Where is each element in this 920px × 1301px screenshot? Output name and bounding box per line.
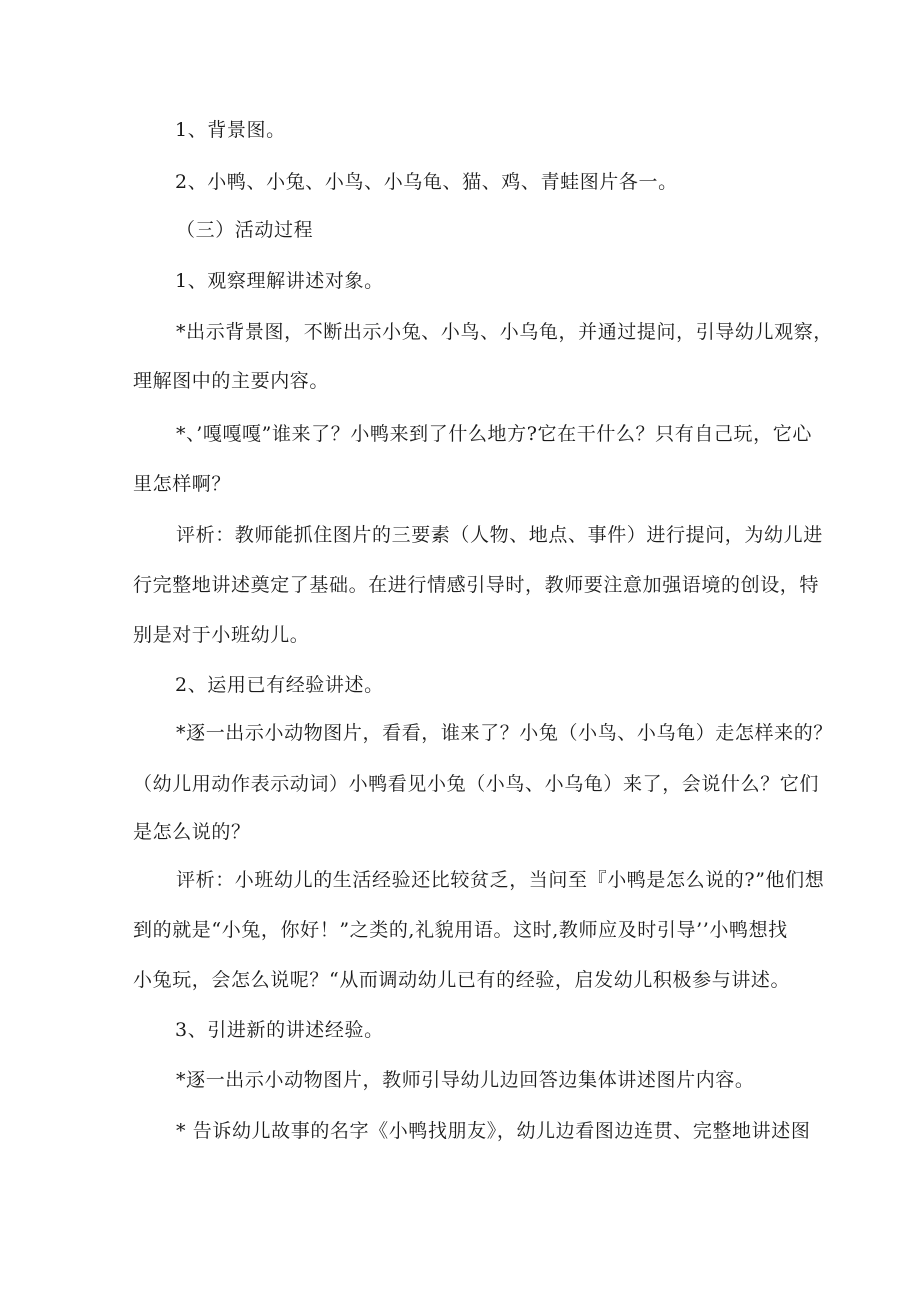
analysis-paragraph-line: 评析：教师能抓住图片的三要素（人物、地点、事件）进行提问，为幼儿进 (176, 524, 823, 546)
list-item-background-image: 1、背景图。 (175, 119, 286, 141)
paragraph-line: （幼儿用动作表示动词）小鸭看见小兔（小鸟、小乌龟）来了，会说什么？它们 (133, 773, 820, 795)
analysis-paragraph-line: 行完整地讲述奠定了基础。在进行情感引导时，教师要注意加强语境的创设，特 (133, 574, 820, 596)
analysis-paragraph-line: 到的就是“小兔，你好！”之类的,礼貌用语。这时,教师应及时引导’’小鸭想找 (133, 919, 788, 941)
paragraph-line: *逐一出示小动物图片，教师引导幼儿边回答边集体讲述图片内容。 (176, 1069, 755, 1091)
paragraph-line: * 告诉幼儿故事的名字《小鸭找朋友》，幼儿边看图边连贯、完整地讲述图 (176, 1120, 811, 1142)
paragraph-line: 是怎么说的？ (133, 821, 251, 843)
paragraph-line: 里怎样啊？ (133, 473, 232, 495)
analysis-paragraph-line: 别是对于小班幼儿。 (133, 624, 310, 646)
paragraph-line: *、’嘎嘎嘎”谁来了？小鸭来到了什么地方?它在干什么？只有自己玩，它心 (176, 423, 812, 445)
section-heading-activity-process: （三）活动过程 (176, 219, 314, 241)
analysis-paragraph-line: 小兔玩，会怎么说呢？“从而调动幼儿已有的经验，启发幼儿积极参与讲述。 (133, 969, 791, 991)
step-heading-observe: 1、观察理解讲述对象。 (175, 270, 384, 292)
paragraph-line: *出示背景图，不断出示小兔、小鸟、小乌龟，并通过提问，引导幼儿观察， (176, 321, 833, 343)
step-heading-new-experience: 3、引进新的讲述经验。 (175, 1019, 384, 1041)
paragraph-line: 理解图中的主要内容。 (133, 370, 330, 392)
paragraph-line: *逐一出示小动物图片，看看，谁来了？小兔（小鸟、小乌龟）走怎样来的？ (176, 722, 833, 744)
step-heading-experience: 2、运用已有经验讲述。 (175, 674, 384, 696)
analysis-paragraph-line: 评析：小班幼儿的生活经验还比较贫乏，当问至『小鸭是怎么说的?”他们想 (176, 869, 825, 891)
list-item-animal-pictures: 2、小鸭、小兔、小鸟、小乌龟、猫、鸡、青蛙图片各一。 (175, 171, 678, 193)
